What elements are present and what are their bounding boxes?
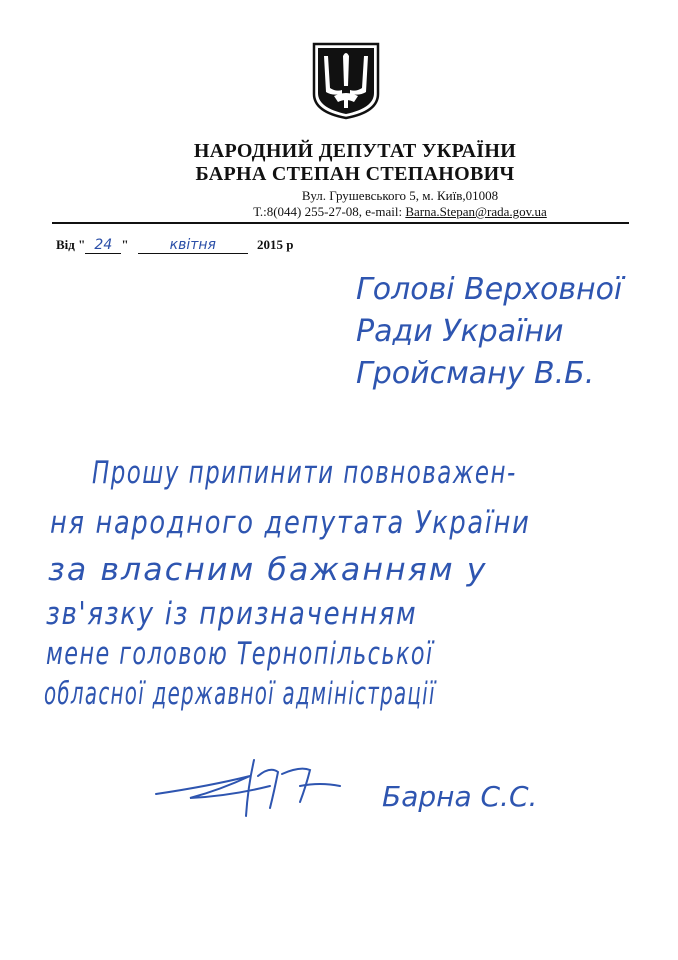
signature-name: Барна С.С. [382,780,538,813]
body-line: Прошу припинити повноважен- [92,455,517,491]
body-line: зв'язку із призначенням [46,596,418,632]
date-prefix: Від [56,237,75,252]
addressee-line: Ради України [356,314,564,349]
date-year: 2015 р [257,237,294,252]
date-day: 24 [85,237,121,254]
handwritten-signature [150,746,350,826]
date-month: квітня [138,237,248,254]
letterhead-divider [52,222,629,224]
letterhead-address: Вул. Грушевського 5, м. Київ,01008 [301,188,499,203]
contact-email-link[interactable]: Barna.Stepan@rada.gov.ua [405,204,547,219]
date-line: Від " 24 " квітня 2015 р [56,237,294,253]
letterhead-title: НАРОДНИЙ ДЕПУТАТ УКРАЇНИ [193,140,517,162]
trident-coat-of-arms-icon [312,42,380,120]
body-line: за власним бажанням у [48,552,488,588]
letterhead-name: БАРНА СТЕПАН СТЕПАНОВИЧ [195,163,515,185]
body-line: обласної державної адміністрації [44,676,436,712]
addressee-line: Голові Верховної [356,272,623,307]
addressee-line: Гройсману В.Б. [356,356,595,391]
contact-phone: Т.:8(044) 255-27-08, e-mail: [253,204,406,219]
body-line: мене головою Тернопільської [46,636,434,672]
body-line: ня народного депутата України [50,505,531,541]
letterhead-contact [190,204,610,220]
